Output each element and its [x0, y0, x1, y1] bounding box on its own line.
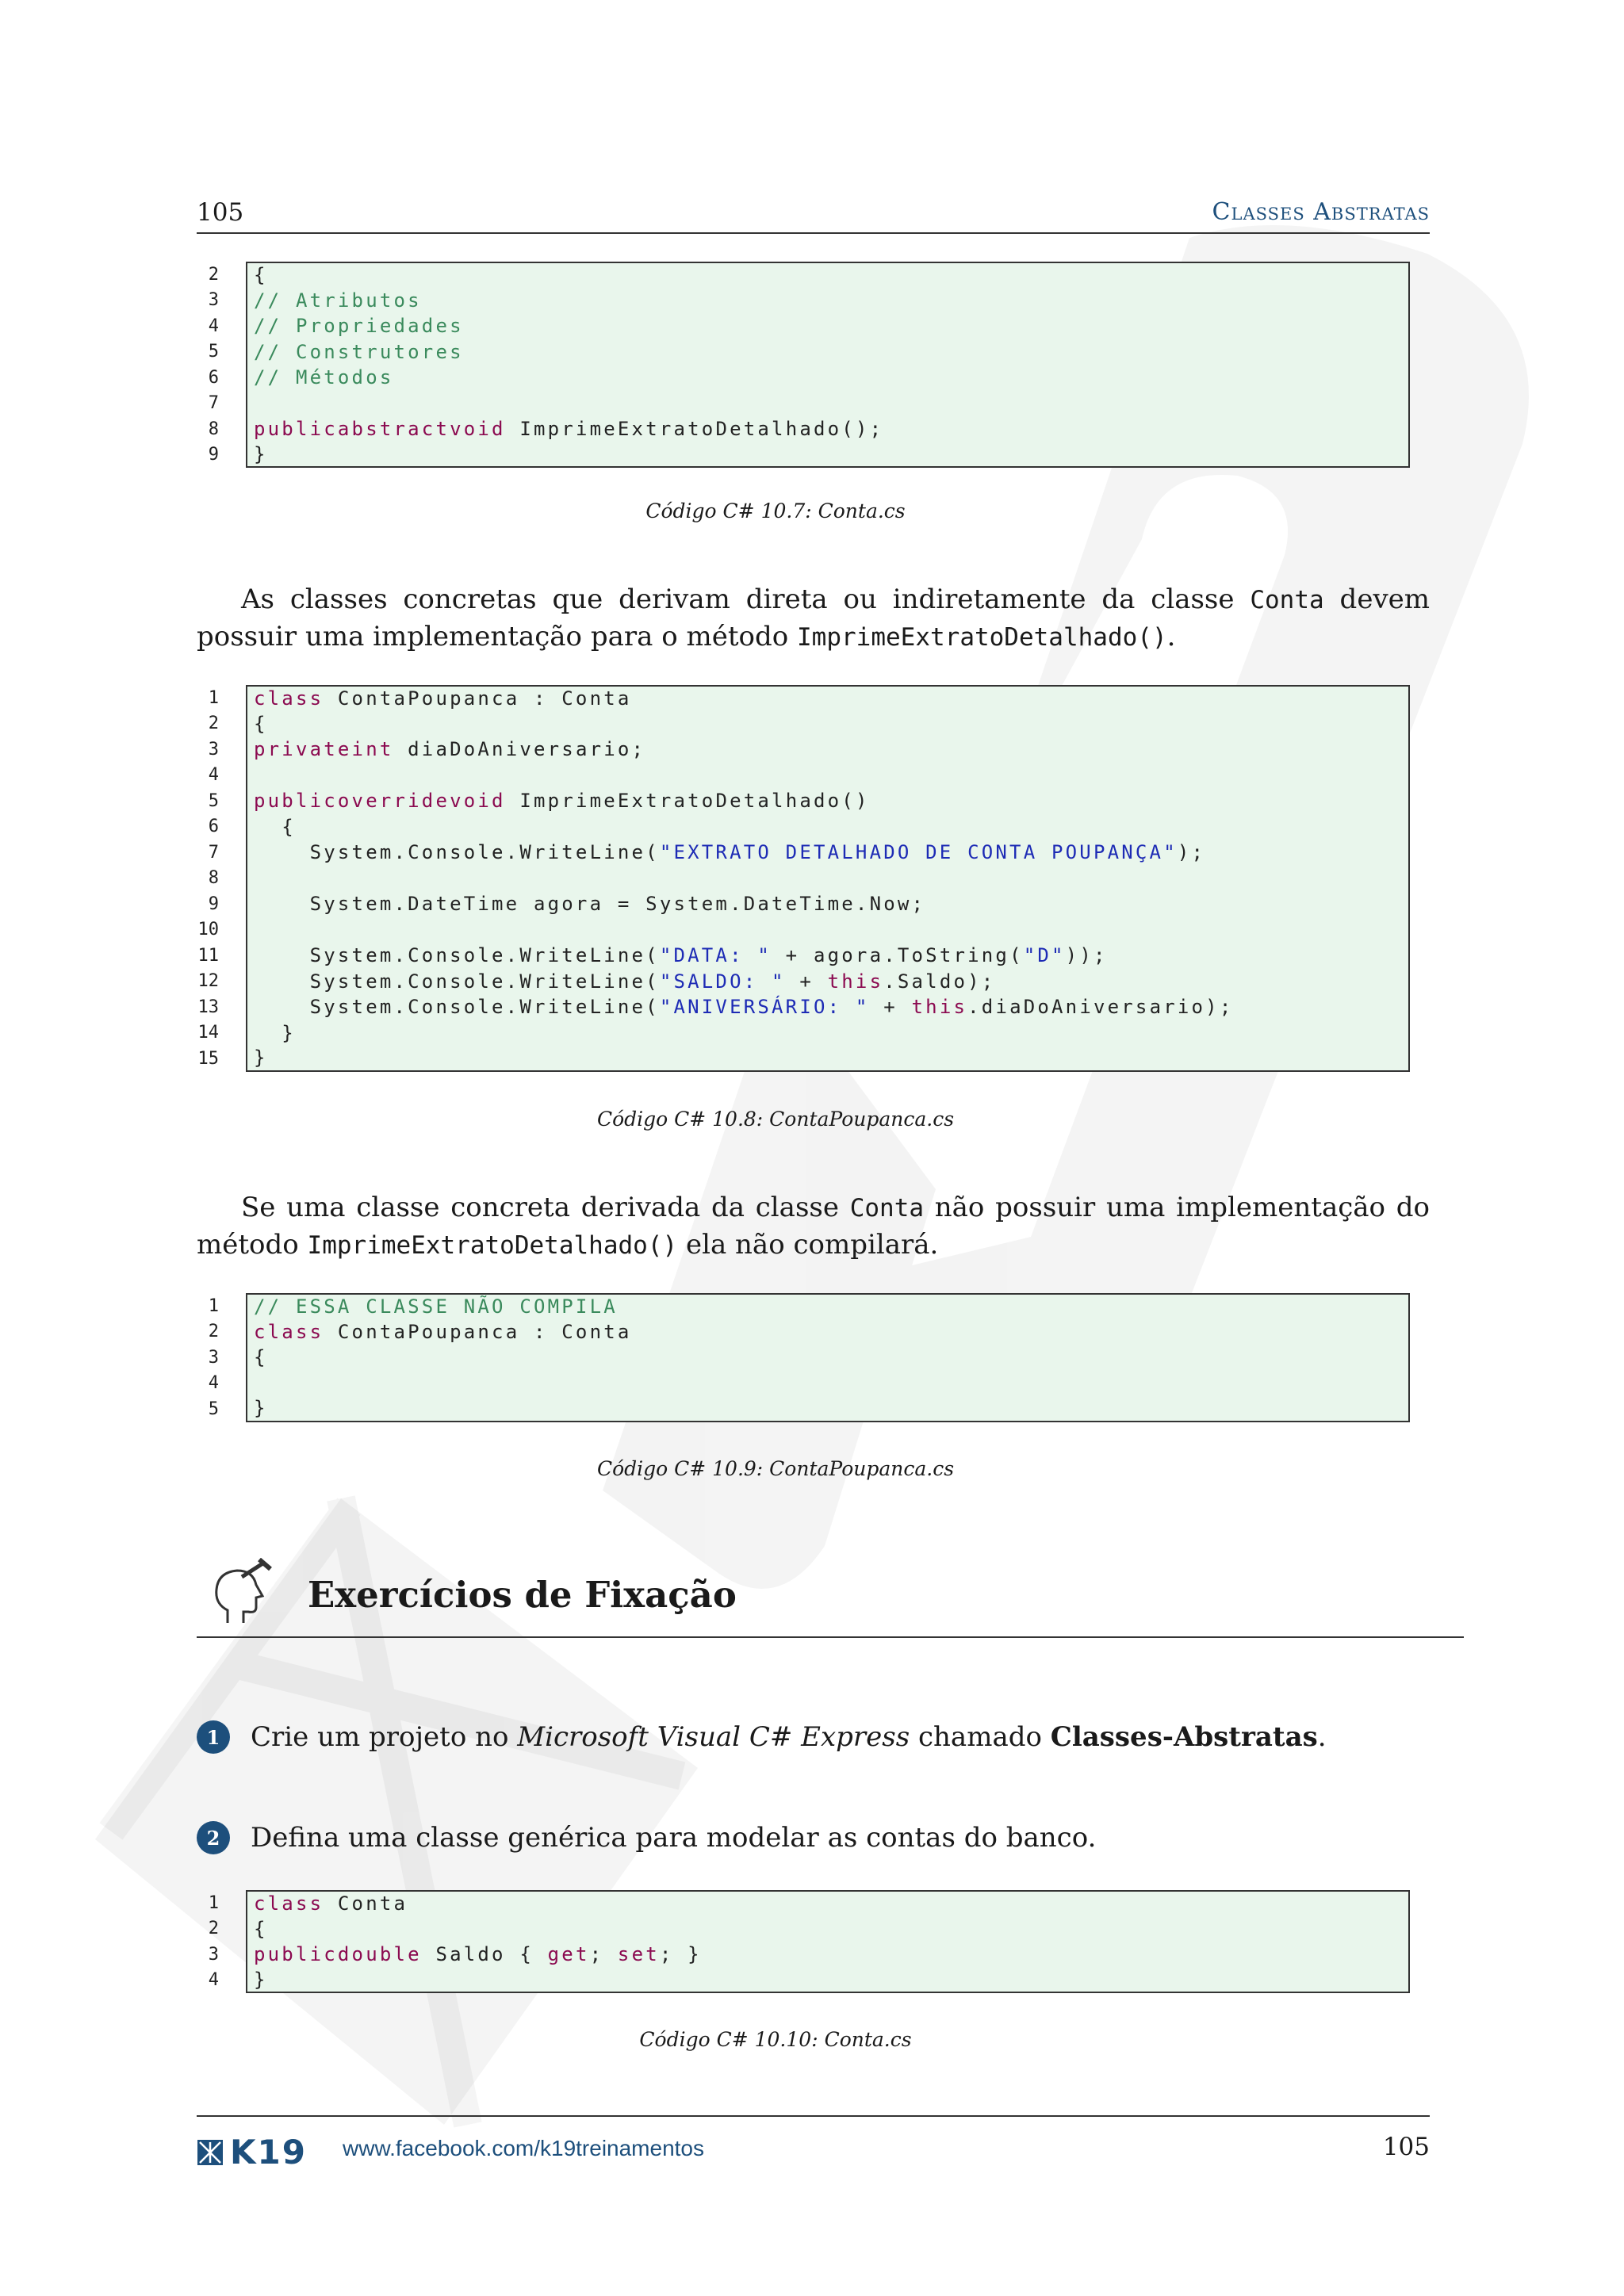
code-line — [197, 891, 1410, 917]
code-line — [197, 262, 1410, 288]
exercise-head-icon — [210, 1558, 274, 1629]
line-number: 7 — [208, 842, 219, 863]
inline-code: Conta — [849, 1194, 925, 1223]
line-number: 9 — [208, 445, 219, 465]
code-line — [197, 288, 1410, 314]
footer-rule — [197, 2115, 1430, 2117]
code-text: public override void ImprimeExtratoDetalhado() — [246, 788, 1410, 814]
code-text: } — [246, 442, 1410, 469]
code-line — [197, 814, 1410, 840]
code-line — [197, 969, 1410, 995]
code-text: System.Console.WriteLine( "SALDO: " + this .Saldo); — [246, 969, 1410, 995]
code-text: public abstract void ImprimeExtratoDetalhado(); — [246, 416, 1410, 442]
k19-logo — [197, 2133, 307, 2172]
code-line — [197, 1890, 1410, 1916]
code-caption-3: Código C# 10.9: ContaPoupanca.cs — [596, 1457, 955, 1480]
code-line — [197, 1396, 1410, 1422]
code-text: } — [246, 1046, 1410, 1072]
code-line — [197, 685, 1410, 711]
line-number: 5 — [208, 1399, 219, 1419]
code-line — [197, 1968, 1410, 1994]
code-text: // Construtores — [246, 339, 1410, 365]
line-number: 2 — [208, 1919, 219, 1939]
line-number: 3 — [208, 1347, 219, 1368]
code-text: public double Saldo { get ; set ; } — [246, 1942, 1410, 1968]
line-number: 2 — [208, 714, 219, 734]
code-line — [197, 339, 1410, 365]
code-line — [197, 1371, 1410, 1397]
exercise-1 — [197, 1720, 1327, 1754]
line-number: 6 — [208, 367, 219, 388]
exercise-1-text: Crie um projeto no Microsoft Visual C# Express chamado Classes-Abstratas. — [251, 1721, 1327, 1753]
line-number: 11 — [197, 945, 219, 966]
line-number: 15 — [197, 1048, 219, 1069]
code-text: private int diaDoAniversario; — [246, 737, 1410, 763]
line-number: 6 — [208, 817, 219, 837]
code-text: // Métodos — [246, 365, 1410, 391]
code-text: System.DateTime agora = System.DateTime.Now; — [246, 891, 1410, 917]
line-number: 7 — [208, 393, 219, 414]
line-number: 3 — [208, 739, 219, 760]
code-line — [197, 763, 1410, 789]
code-caption-4: Código C# 10.10: Conta.cs — [639, 2028, 912, 2051]
exercise-number-badge: 2 — [197, 1821, 230, 1854]
code-line — [197, 391, 1410, 417]
code-text: { — [246, 1345, 1410, 1371]
code-listing-conta-saldo — [197, 1890, 1410, 1993]
code-line — [197, 737, 1410, 763]
exercise-2-text: Defina uma classe genérica para modelar as contas do banco. — [251, 1822, 1097, 1854]
code-line — [197, 1319, 1410, 1345]
section-title: Exercícios de Fixação — [308, 1574, 737, 1616]
code-text: { — [246, 711, 1410, 737]
line-number: 8 — [208, 419, 219, 439]
code-listing-conta — [197, 262, 1410, 468]
paragraph-2: Se uma classe concreta derivada da classe Conta não possuir uma implementação do método ImprimeExtratoDetalhado() ela não compilará. — [197, 1192, 1430, 1261]
line-number: 4 — [208, 765, 219, 786]
code-line — [197, 1020, 1410, 1047]
code-text: { — [246, 814, 1410, 840]
code-text: class ContaPoupanca : Conta — [246, 1319, 1410, 1345]
line-number: 4 — [208, 1970, 219, 1991]
line-number: 3 — [208, 290, 219, 311]
code-text: class ContaPoupanca : Conta — [246, 685, 1410, 711]
code-line — [197, 313, 1410, 339]
code-text: // Atributos — [246, 288, 1410, 314]
header-rule — [197, 232, 1430, 234]
line-number: 1 — [208, 1892, 219, 1913]
inline-code: ImprimeExtratoDetalhado() — [307, 1231, 678, 1260]
header-chapter-title: Classes Abstratas — [1212, 198, 1430, 226]
code-line — [197, 416, 1410, 442]
code-text: { — [246, 262, 1410, 288]
code-text: } — [246, 1020, 1410, 1047]
paragraph-1: As classes concretas que derivam direta ou indiretamente da classe Conta devem possuir uma implementação para o método ImprimeExtratoDetalhado(). — [197, 584, 1431, 652]
code-line — [197, 943, 1410, 969]
code-line — [197, 866, 1410, 892]
code-text: class Conta — [246, 1890, 1410, 1916]
line-number: 14 — [197, 1023, 219, 1043]
line-number: 1 — [208, 1295, 219, 1316]
line-number: 4 — [208, 1373, 219, 1394]
line-number: 3 — [208, 1944, 219, 1965]
exercise-number-badge: 1 — [197, 1720, 230, 1754]
code-listing-nao-compila — [197, 1293, 1410, 1422]
code-text: } — [246, 1396, 1410, 1422]
code-line — [197, 1916, 1410, 1942]
code-line — [197, 1046, 1410, 1072]
header-page-number: 105 — [197, 198, 244, 227]
code-line — [197, 442, 1410, 469]
code-text — [246, 391, 1410, 417]
line-number: 13 — [197, 997, 219, 1017]
exercise-2 — [197, 1821, 1096, 1854]
code-line — [197, 365, 1410, 391]
line-number: 2 — [208, 264, 219, 285]
inline-code: ImprimeExtratoDetalhado() — [797, 623, 1167, 652]
line-number: 12 — [197, 971, 219, 992]
k19-logo-icon — [197, 2139, 224, 2166]
code-caption-2: Código C# 10.8: ContaPoupanca.cs — [596, 1108, 955, 1131]
code-line — [197, 788, 1410, 814]
line-number: 5 — [208, 342, 219, 362]
code-text: System.Console.WriteLine( "EXTRATO DETALHADO DE CONTA POUPANÇA" ); — [246, 840, 1410, 866]
code-text — [246, 763, 1410, 789]
logo-text: K19 — [230, 2133, 307, 2172]
code-caption-1: Código C# 10.7: Conta.cs — [645, 499, 906, 522]
line-number: 1 — [208, 687, 219, 708]
code-text: System.Console.WriteLine( "ANIVERSÁRIO: " + this .diaDoAniversario); — [246, 994, 1410, 1020]
line-number: 4 — [208, 316, 219, 336]
code-text: } — [246, 1968, 1410, 1994]
code-line — [197, 1345, 1410, 1371]
code-line — [197, 917, 1410, 943]
code-text — [246, 1371, 1410, 1397]
code-line — [197, 994, 1410, 1020]
code-line — [197, 1293, 1410, 1319]
code-text: // ESSA CLASSE NÃO COMPILA — [246, 1293, 1410, 1319]
facebook-link[interactable]: www.facebook.com/k19treinamentos — [343, 2136, 704, 2160]
line-number: 10 — [197, 920, 219, 940]
code-listing-contapoupanca — [197, 685, 1410, 1072]
code-line — [197, 711, 1410, 737]
code-line — [197, 1942, 1410, 1968]
inline-code: Conta — [1250, 586, 1324, 614]
section-rule — [197, 1636, 1464, 1638]
code-text: { — [246, 1916, 1410, 1942]
footer-page-number: 105 — [1382, 2133, 1430, 2161]
code-line — [197, 840, 1410, 866]
code-text — [246, 866, 1410, 892]
line-number: 9 — [208, 894, 219, 914]
line-number: 8 — [208, 868, 219, 889]
line-number: 5 — [208, 790, 219, 811]
code-text: System.Console.WriteLine( "DATA: " + agora.ToString( "D" )); — [246, 943, 1410, 969]
line-number: 2 — [208, 1322, 219, 1342]
code-text: // Propriedades — [246, 313, 1410, 339]
code-text — [246, 917, 1410, 943]
